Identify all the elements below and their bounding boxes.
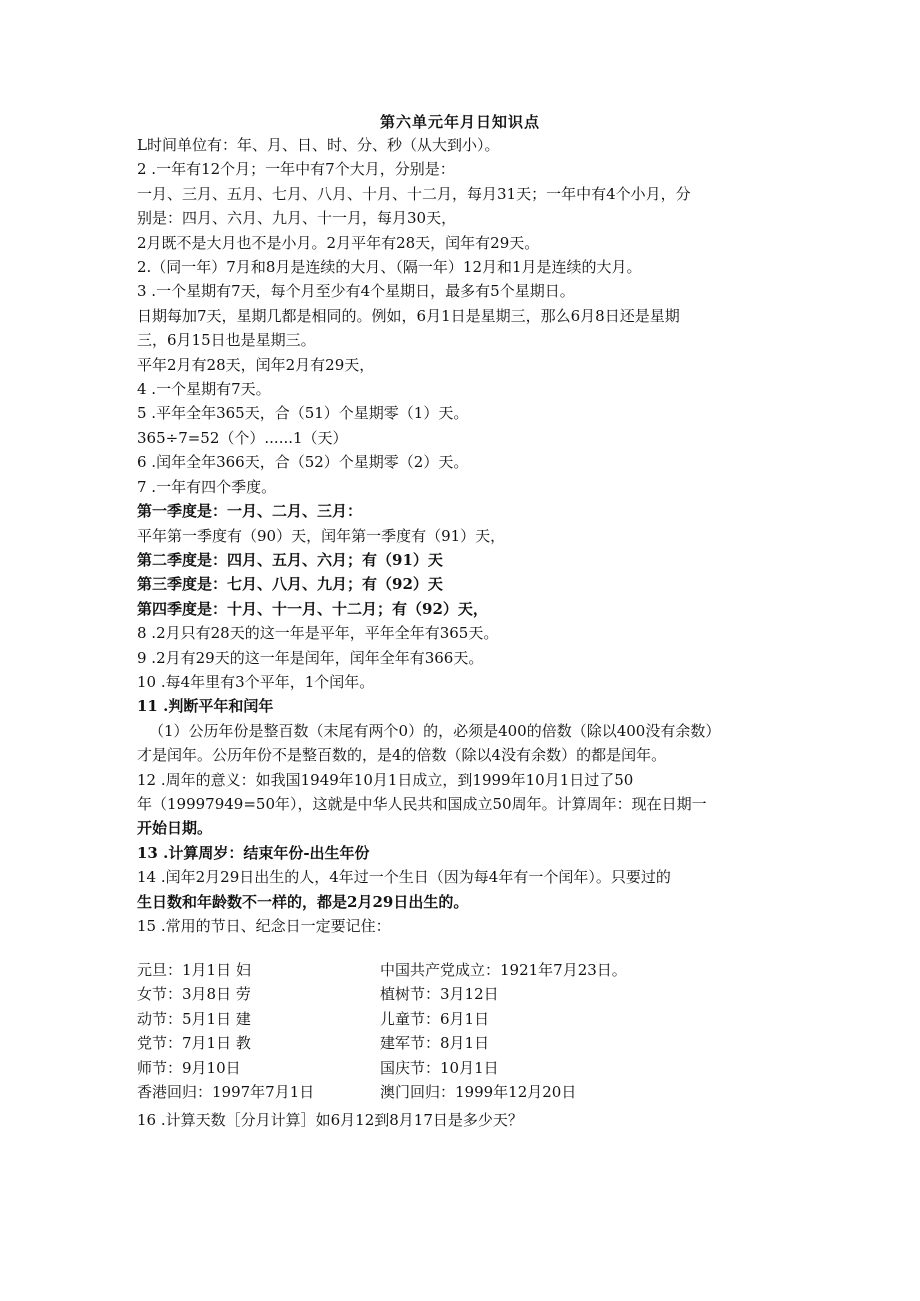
text-line: 11 .判断平年和闰年 — [137, 697, 274, 716]
text-line: 8 .2月只有28天的这一年是平年，平年全年有365天。 — [137, 624, 499, 643]
festival-row — [137, 982, 797, 1006]
festival-row — [137, 1056, 797, 1080]
text-line: 才是闰年。公历年份不是整百数的，是4的倍数（除以4没有余数）的都是闰年。 — [137, 746, 667, 765]
text-line: 14 .闰年2月29日出生的人，4年过一个生日（因为每4年有一个闰年）。只要过的 — [137, 868, 671, 887]
festival-right: 澳门回归：1999年12月20日 — [380, 1083, 577, 1102]
text-line: 7 .一年有四个季度。 — [137, 477, 277, 496]
text-line: 12 .周年的意义：如我国1949年10月1日成立，到1999年10月1日过了50 — [137, 770, 634, 789]
text-line: 9 .2月有29天的这一年是闰年，闰年全年有366天。 — [137, 648, 484, 667]
text-line: 第二季度是：四月、五月、六月；有（91）天 — [137, 550, 443, 569]
text-line: 13 .计算周岁：结束年份-出生年份 — [137, 843, 370, 862]
text-line: 生日数和年龄数不一样的，都是2月29日出生的。 — [137, 892, 469, 911]
festival-right: 中国共产党成立：1921年7月23日。 — [380, 961, 627, 979]
festival-left: 元旦：1月1日 妇 — [137, 961, 251, 979]
festival-row — [137, 1031, 797, 1055]
text-line: 15 .常用的节日、纪念日一定要记住： — [137, 917, 391, 935]
text-line: 第一季度是：一月、二月、三月： — [137, 502, 363, 521]
text-line: 6 .闰年全年366天，合（52）个星期零（2）天。 — [137, 453, 469, 472]
festival-left: 香港回归：1997年7月1日 — [137, 1083, 315, 1102]
text-line: （1）公历年份是整百数（末尾有两个0）的，必须是400的倍数（除以400没有余数） — [149, 721, 721, 740]
festival-row — [137, 958, 797, 982]
knowledge-points — [137, 133, 797, 938]
text-line: 一月、三月、五月、七月、八月、十月、十二月，每月31天；一年中有4个小月，分 — [137, 184, 691, 203]
festival-row — [137, 1007, 797, 1031]
text-line: 2.（同一年）7月和8月是连续的大月、（隔一年）12月和1月是连续的大月。 — [137, 258, 642, 277]
festival-right: 国庆节：10月1日 — [380, 1058, 499, 1077]
text-line: 365÷7=52（个）......1（天） — [137, 428, 348, 447]
text-line: 3 .一个星期有7天，每个月至少有4个星期日，最多有5个星期日。 — [137, 282, 575, 301]
text-line: 4 .一个星期有7天。 — [137, 380, 271, 399]
festival-right: 儿童节：6月1日 — [380, 1009, 490, 1028]
text-line: 2 .一年有12个月；一年中有7个大月，分别是： — [137, 160, 455, 179]
text-line: 开始日期。 — [137, 819, 213, 838]
text-line: 第三季度是：七月、八月、九月；有（92）天 — [137, 575, 443, 594]
text-line: 别是：四月、六月、九月、十一月，每月30天， — [137, 209, 457, 228]
text-line: L时间单位有：年、月、日、时、分、秒（从大到小）。 — [137, 136, 500, 154]
text-line: 5 .平年全年365天，合（51）个星期零（1）天。 — [137, 404, 469, 423]
festival-left: 动节：5月1日 建 — [137, 1009, 251, 1028]
text-line: 10 .每4年里有3个平年，1个闰年。 — [137, 672, 375, 691]
text-line: 三，6月15日也是星期三。 — [137, 331, 316, 350]
text-line: 第四季度是：十月、十一月、十二月；有（92）天， — [137, 599, 488, 618]
festival-list — [137, 958, 797, 1104]
page-title: 第六单元年月日知识点 — [379, 113, 540, 131]
festival-left: 党节：7月1日 教 — [137, 1034, 251, 1053]
text-line: 2月既不是大月也不是小月。2月平年有28天，闰年有29天。 — [137, 233, 540, 252]
text-line: 平年第一季度有（90）天，闰年第一季度有（91）天， — [137, 526, 506, 545]
festival-row — [137, 1080, 797, 1104]
festival-right: 植树节：3月12日 — [380, 985, 499, 1004]
festival-left: 女节：3月8日 劳 — [137, 985, 251, 1004]
festival-left: 师节：9月10日 — [137, 1058, 241, 1077]
text-line: 日期每加7天，星期几都是相同的。例如，6月1日是星期三，那么6月8日还是星期 — [137, 306, 680, 325]
last-point: 16 .计算天数［分月计算］如6月12到8月17日是多少天？ — [137, 1111, 523, 1129]
text-line: 年（19997949=50年），这就是中华人民共和国成立50周年。计算周年：现在日期一 — [137, 794, 707, 813]
festival-right: 建军节：8月1日 — [380, 1034, 490, 1053]
text-line: 平年2月有28天，闰年2月有29天， — [137, 355, 375, 374]
